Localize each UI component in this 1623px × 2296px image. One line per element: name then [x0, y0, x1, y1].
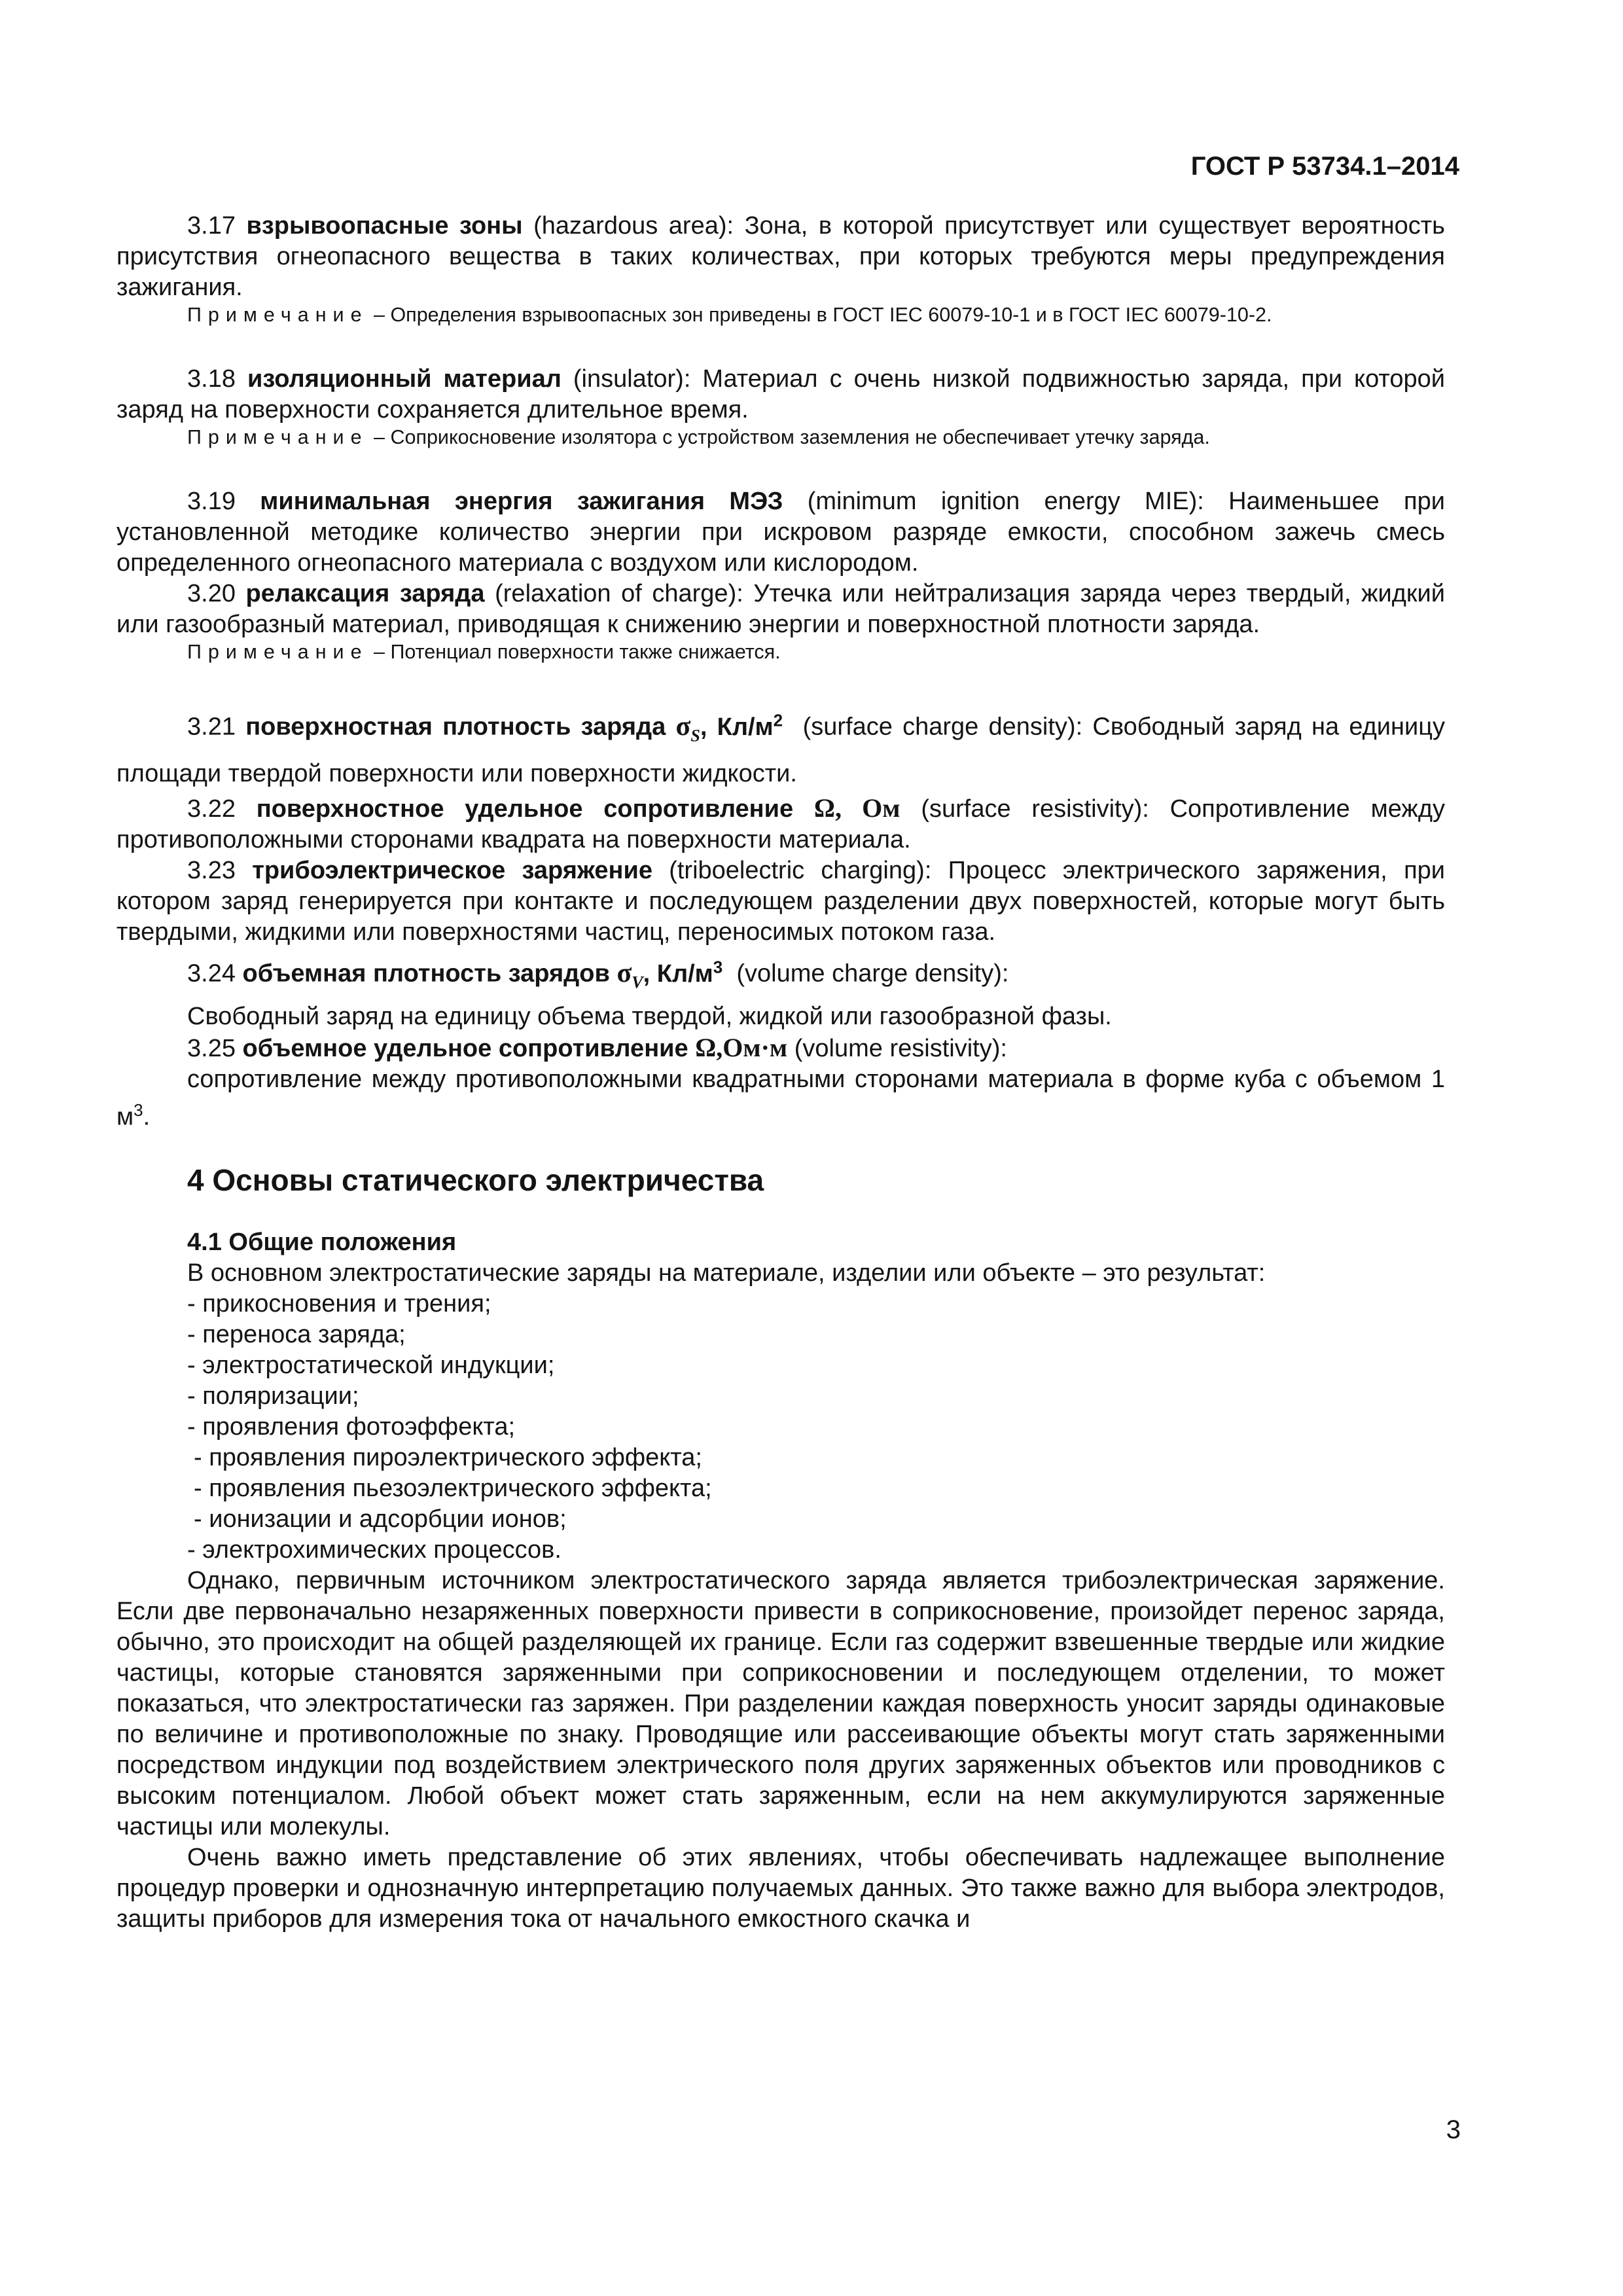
- term-3-18: 3.18 изоляционный материал (insulator): Материал с очень низкой подвижностью заряда, при которой заряд на поверхности сохраняется длительное время.: [116, 365, 1445, 423]
- term-name: минимальная энергия зажигания МЭЗ: [260, 488, 783, 515]
- document-id-header: ГОСТ Р 53734.1–2014: [1190, 152, 1459, 181]
- term-3-25-definition: сопротивление между противоположными квадратными сторонами материала в форме куба с объемом 1 $м^3$.: [116, 1066, 1445, 1131]
- document-body: [116, 211, 1445, 1935]
- term-name: объемная плотность зарядов: [242, 960, 610, 988]
- symbol-omega: Ω,Ом·м: [695, 1033, 788, 1063]
- term-name: трибоэлектрическое заряжение: [252, 857, 652, 885]
- list-item: - электростатической индукции;: [187, 1351, 555, 1379]
- term-3-22: 3.22 поверхностное удельное сопротивление Ω, Ом (surface resistivity): Сопротивление между противоположными сторонами квадрата на поверхности материала.: [116, 793, 1446, 854]
- term-name: поверхностная плотность заряда: [245, 713, 666, 741]
- symbol-omega: Ω, Ом: [813, 793, 901, 823]
- list-item: - проявления пьезоэлектрического эффекта;: [194, 1474, 712, 1502]
- term-3-17: 3.17 взрывоопасные зоны (hazardous area): Зона, в которой присутствует или существует вероятность присутствия огнеопасного вещества в таких количествах, при которых требуются меры предупреждения зажигания.: [116, 212, 1445, 301]
- list-item: - проявления фотоэффекта;: [187, 1412, 516, 1441]
- term-name: объемное удельное сопротивление: [242, 1035, 688, 1063]
- list-item: - проявления пироэлектрического эффекта;: [194, 1443, 702, 1471]
- term-name: взрывоопасные зоны: [246, 212, 523, 240]
- list-item: - ионизации и адсорбции ионов;: [194, 1505, 567, 1533]
- section-intro: В основном электростатические заряды на материале, изделии или объекте – это результат:: [187, 1259, 1266, 1287]
- paragraph-importance: Очень важно иметь представление об этих явлениях, чтобы обеспечивать надлежащее выполнение процедур проверки и однозначную интерпретацию получаемых данных. Это также важно для выбора электродов, защиты приборов для измерения тока от начального емкостного скачка и: [116, 1843, 1445, 1933]
- note-3-17: Примечание – Определения взрывоопасных зон приведены в ГОСТ IEC 60079-10-1 и в ГОСТ IEC 60079-10-2.: [187, 304, 1272, 326]
- term-3-19: 3.19 минимальная энергия зажигания МЭЗ (minimum ignition energy MIE): Наименьшее при установленной методике количество энергии при искровом разряде емкости, способном зажечь смесь определенного огнеопасного материала с воздухом или кислородом.: [116, 488, 1445, 577]
- term-3-25: 3.25 объемное удельное сопротивление Ω,Ом·м (volume resistivity):: [187, 1033, 1007, 1063]
- list-item: - поляризации;: [187, 1382, 359, 1410]
- list-item: - электрохимических процессов.: [187, 1535, 562, 1564]
- term-3-23: 3.23 трибоэлектрическое заряжение (triboelectric charging): Процесс электрического заряжения, при котором заряд генерируется при контакте и последующем разделении двух поверхностей, которые могут быть твердыми, жидкими или поверхностями частиц, переносимых потоком газа.: [116, 857, 1446, 946]
- term-name: поверхностное удельное сопротивление: [256, 795, 794, 823]
- list-item: - прикосновения и трения;: [187, 1289, 491, 1318]
- symbol-sigma-s: $\sigma_S$: [675, 711, 700, 745]
- symbol-sigma-v: $\sigma_V$: [616, 958, 643, 992]
- term-3-24-definition: Свободный заряд на единицу объема твердой, жидкой или газообразной фазы.: [187, 1003, 1112, 1031]
- paragraph-triboelectric: Однако, первичным источником электростатического заряда является трибоэлектрическая заряжение. Если две первоначально незаряженных поверхности привести в соприкосновение, произойдет перенос заряда, обычно, это происходит на общей разделяющей их границе. Если газ содержит взвешенные твердые или жидкие частицы, которые становятся заряженными при соприкосновении и последующем отделении, то может показаться, что электростатически газ заряжен. При разделении каждая поверхность уносит заряды одинаковые по величине и противоположные по знаку. Проводящие или рассеивающие объекты могут стать заряженными посредством индукции под воздействием электрического поля других заряженных объектов или проводников с высоким потенциалом. Любой объект может стать заряженным, если на нем аккумулируются заряженные частицы или молекулы.: [116, 1566, 1445, 1840]
- term-name: изоляционный материал: [247, 365, 562, 393]
- term-3-24: 3.24 объемная плотность зарядов $\sigma_V$, $Кл/м^3$ (volume charge density):: [187, 957, 1009, 992]
- page-number: 3: [1446, 2115, 1461, 2144]
- list-item: - переноса заряда;: [187, 1320, 406, 1348]
- term-3-21: 3.21 поверхностная плотность заряда $\sigma_S$, $Кл/м^2$ (surface charge density): Свободный заряд на единицу площади твердой поверхности или поверхности жидкости.: [116, 710, 1446, 788]
- section-4-title: 4 Основы статического электричества: [187, 1162, 764, 1197]
- result-list: [116, 1289, 1445, 1566]
- term-3-20: 3.20 релаксация заряда (relaxation of charge): Утечка или нейтрализация заряда через твердый, жидкий или газообразный материал, приводящая к снижению энергии и поверхностной плотности заряда.: [116, 580, 1446, 638]
- term-name: релаксация заряда: [245, 580, 485, 607]
- subsection-4-1-title: 4.1 Общие положения: [187, 1228, 457, 1256]
- note-3-20: Примечание – Потенциал поверхности также снижается.: [187, 641, 781, 663]
- note-3-18: Примечание – Соприкосновение изолятора с устройством заземления не обеспечивает утечку заряда.: [187, 426, 1210, 448]
